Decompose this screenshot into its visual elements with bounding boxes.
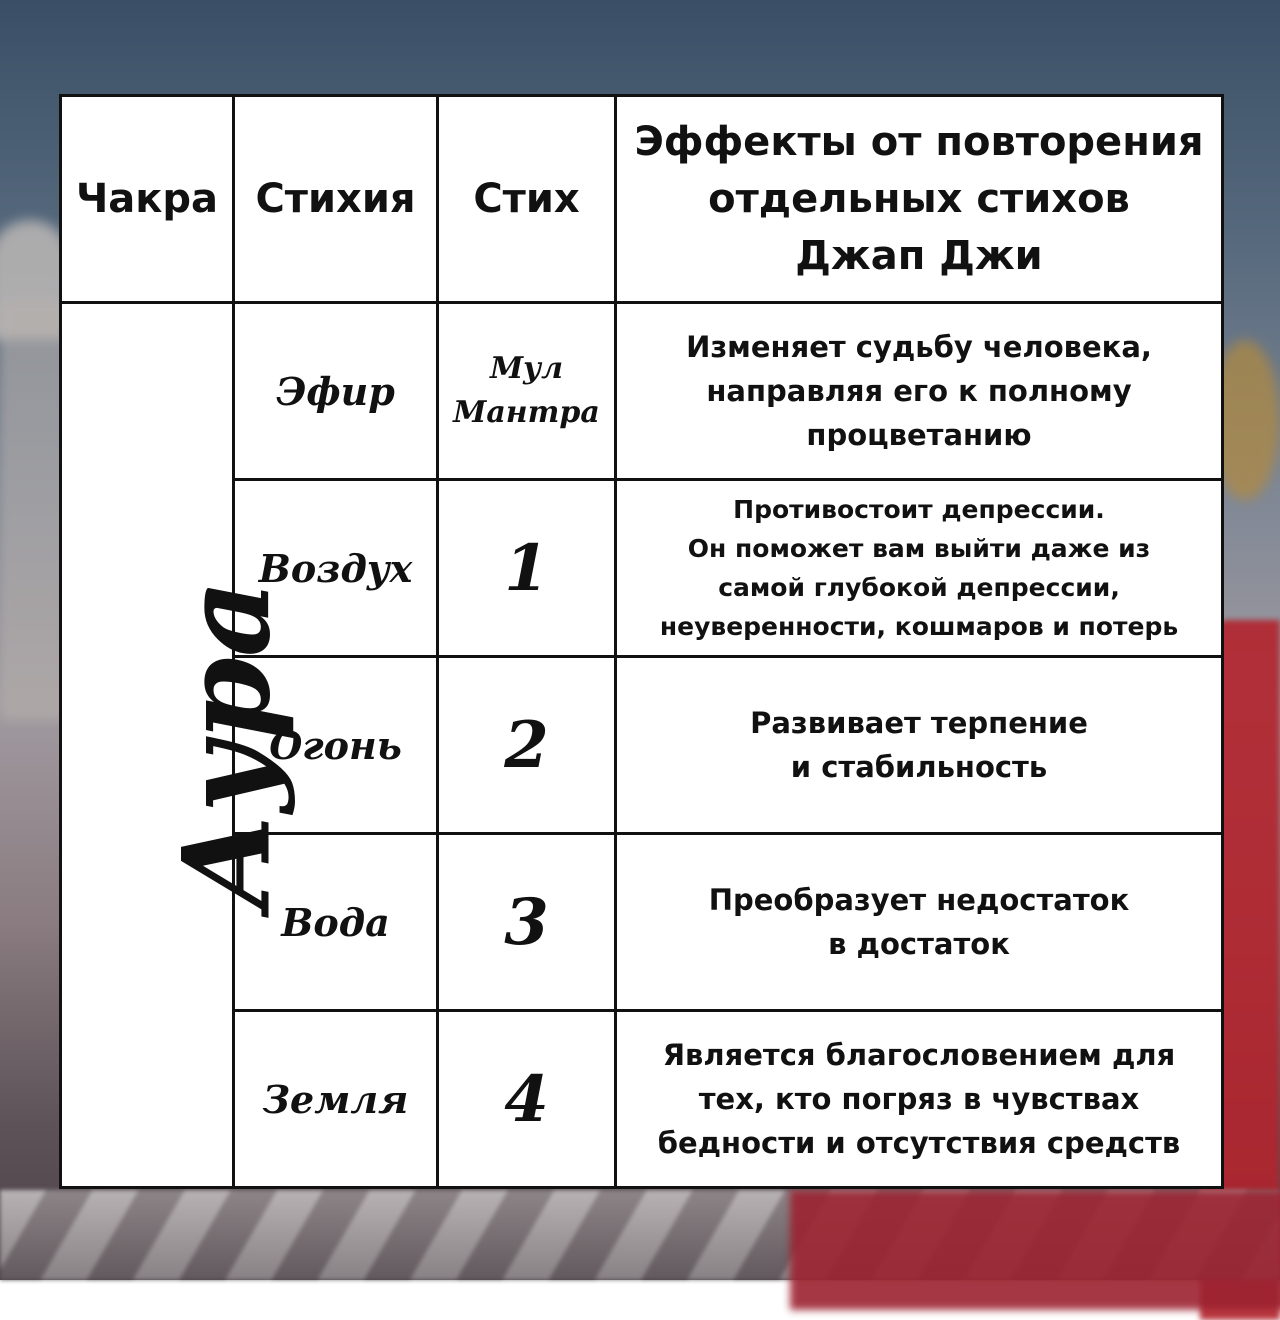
effect-line: в достаток <box>828 927 1010 961</box>
header-effects-line: Джап Джи <box>795 232 1043 279</box>
effect-line: неуверенности, кошмаров и потерь <box>659 612 1179 641</box>
table-row <box>61 1011 1223 1188</box>
effect-line: Противостоит депрессии. <box>733 495 1105 524</box>
verse-cell: 4 <box>438 1011 616 1188</box>
effect-line: направляя его к полному <box>706 374 1132 408</box>
element-cell: Воздух <box>234 480 438 657</box>
header-chakra: Чакра <box>61 96 234 303</box>
chakra-name: Аура <box>156 579 298 911</box>
verse-cell <box>438 303 616 480</box>
element-cell: Вода <box>234 834 438 1011</box>
header-element: Стихия <box>234 96 438 303</box>
background-red-dress-hem <box>790 1190 1280 1310</box>
verse-cell: 1 <box>438 480 616 657</box>
effect-cell <box>616 303 1223 480</box>
effect-line: тех, кто погряз в чувствах <box>698 1082 1140 1116</box>
effect-line: процветанию <box>806 418 1032 452</box>
effect-line: Развивает терпение <box>750 706 1088 740</box>
header-effects-line: отдельных стихов <box>708 175 1130 222</box>
effect-cell <box>616 657 1223 834</box>
verse-line: Мул <box>489 351 564 386</box>
effect-line: Изменяет судьбу человека, <box>686 330 1152 364</box>
element-cell: Огонь <box>234 657 438 834</box>
verse-line: Мантра <box>453 395 600 430</box>
verse-cell: 3 <box>438 834 616 1011</box>
effect-cell <box>616 1011 1223 1188</box>
effect-line: Является благословением для <box>662 1038 1176 1072</box>
effect-line: самой глубокой депрессии, <box>718 573 1120 602</box>
effect-cell <box>616 834 1223 1011</box>
chakra-table <box>59 94 1224 1189</box>
chakra-cell <box>61 303 298 1188</box>
effect-line: Он поможет вам выйти даже из <box>687 534 1151 563</box>
effect-cell <box>616 480 1223 657</box>
table-header-row <box>61 96 1223 303</box>
effect-line: и стабильность <box>790 750 1048 784</box>
verse-cell: 2 <box>438 657 616 834</box>
effect-line: бедности и отсутствия средств <box>657 1126 1181 1160</box>
header-effects-line: Эффекты от повторения <box>634 118 1204 165</box>
header-verse: Стих <box>438 96 616 303</box>
header-effects <box>616 96 1223 303</box>
table-row <box>61 303 1223 480</box>
element-cell: Эфир <box>234 303 438 480</box>
element-cell: Земля <box>234 1011 438 1188</box>
effect-line: Преобразует недостаток <box>708 883 1130 917</box>
